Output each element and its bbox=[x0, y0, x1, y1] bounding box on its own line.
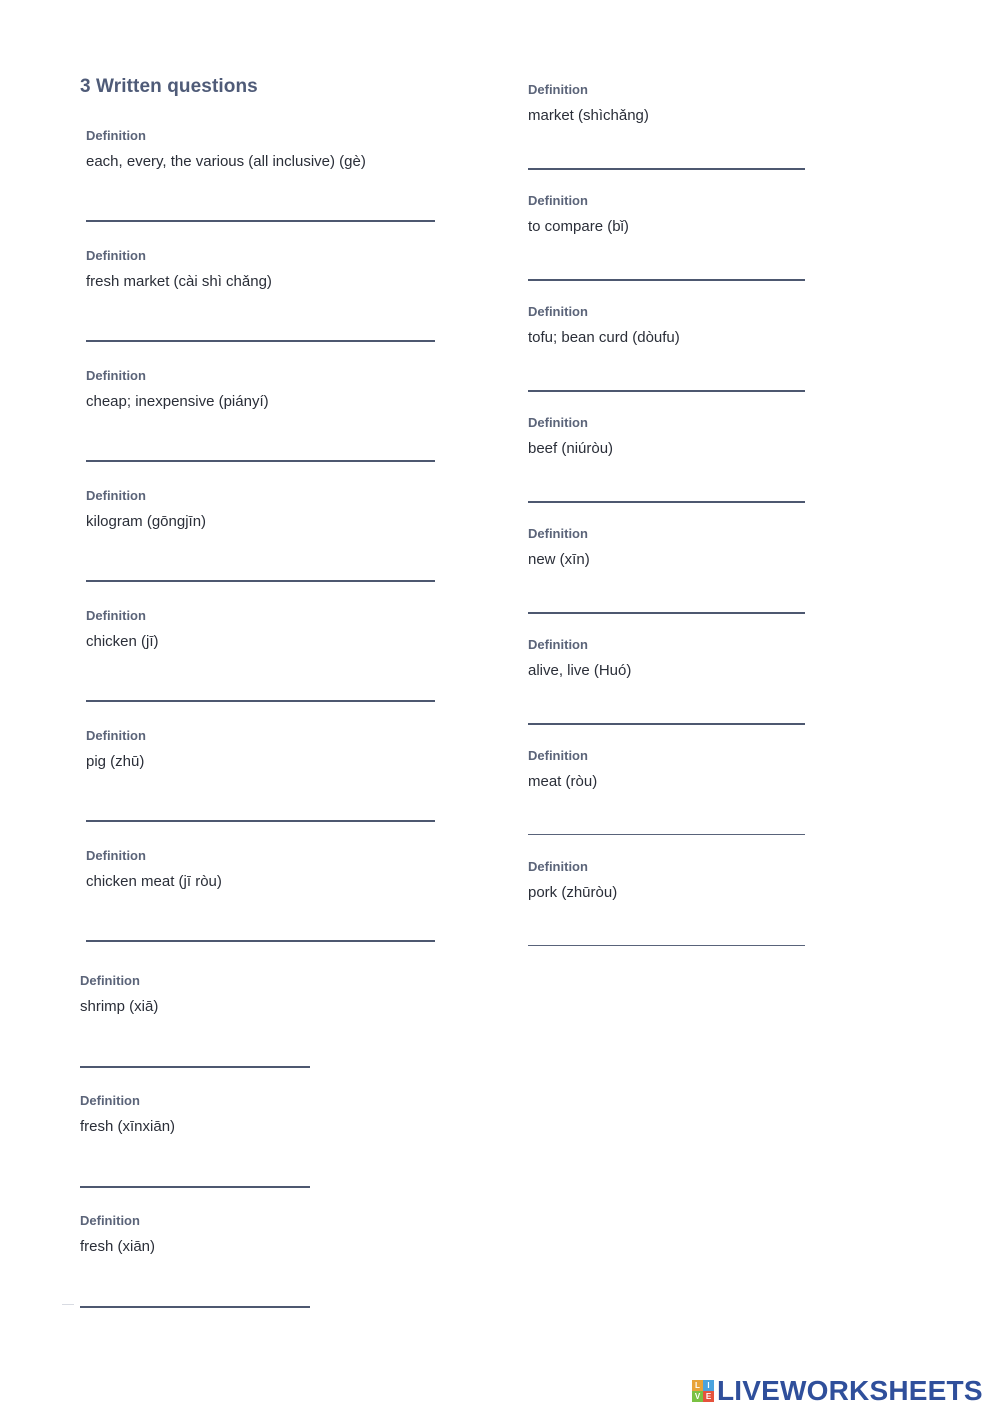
logo-icon-cell: E bbox=[703, 1391, 714, 1402]
definition-label: Definition bbox=[80, 1213, 140, 1228]
definition-label: Definition bbox=[528, 637, 588, 652]
question-item bbox=[528, 193, 629, 236]
answer-input[interactable] bbox=[86, 700, 435, 702]
definition-text: pork (zhūròu) bbox=[528, 884, 618, 901]
definition-label: Definition bbox=[86, 608, 146, 623]
question-item bbox=[80, 1093, 175, 1136]
logo-icon-cell: V bbox=[692, 1391, 703, 1402]
definition-text: chicken (jī) bbox=[86, 633, 159, 650]
logo-icon-cell: I bbox=[703, 1380, 714, 1391]
definition-text: fresh (xīnxiān) bbox=[80, 1118, 176, 1135]
liveworksheets-logo-icon bbox=[692, 1380, 714, 1402]
definition-text: to compare (bǐ) bbox=[528, 218, 629, 235]
definition-text: tofu; bean curd (dòufu) bbox=[528, 329, 680, 346]
definition-label: Definition bbox=[86, 368, 146, 383]
definition-text: shrimp (xiā) bbox=[80, 998, 159, 1015]
question-item bbox=[80, 973, 158, 1016]
question-item bbox=[86, 728, 146, 771]
answer-input[interactable] bbox=[528, 390, 805, 392]
answer-input[interactable] bbox=[528, 945, 805, 946]
answer-input[interactable] bbox=[528, 723, 805, 725]
answer-input[interactable] bbox=[528, 612, 805, 614]
question-item bbox=[86, 848, 222, 891]
definition-label: Definition bbox=[86, 848, 146, 863]
question-item bbox=[528, 526, 590, 569]
answer-input[interactable] bbox=[80, 1066, 310, 1068]
logo-icon-cell: L bbox=[692, 1380, 703, 1391]
answer-input[interactable] bbox=[86, 460, 435, 462]
answer-input[interactable] bbox=[528, 834, 805, 835]
definition-text: beef (niúròu) bbox=[528, 440, 614, 457]
question-item bbox=[528, 82, 649, 125]
answer-input[interactable] bbox=[86, 580, 435, 582]
definition-label: Definition bbox=[528, 859, 588, 874]
answer-input[interactable] bbox=[528, 279, 805, 281]
divider bbox=[62, 1304, 74, 1305]
definition-label: Definition bbox=[80, 1093, 140, 1108]
definition-text: market (shìchǎng) bbox=[528, 107, 649, 124]
definition-label: Definition bbox=[528, 193, 588, 208]
definition-text: pig (zhū) bbox=[86, 753, 145, 770]
definition-label: Definition bbox=[528, 82, 588, 97]
definition-text: chicken meat (jī ròu) bbox=[86, 873, 222, 890]
question-item bbox=[86, 488, 206, 531]
question-item bbox=[86, 368, 269, 411]
worksheet-heading: 3 Written questions bbox=[80, 76, 258, 97]
answer-input[interactable] bbox=[528, 501, 805, 503]
answer-input[interactable] bbox=[86, 220, 435, 222]
answer-input[interactable] bbox=[528, 168, 805, 170]
definition-text: new (xīn) bbox=[528, 551, 590, 568]
question-item bbox=[528, 637, 631, 680]
definition-text: fresh market (cài shì chǎng) bbox=[86, 273, 272, 290]
liveworksheets-logo bbox=[692, 1374, 983, 1408]
question-item bbox=[86, 608, 159, 651]
definition-label: Definition bbox=[528, 304, 588, 319]
definition-text: alive, live (Huó) bbox=[528, 662, 632, 679]
definition-text: meat (ròu) bbox=[528, 773, 598, 790]
answer-input[interactable] bbox=[80, 1306, 310, 1308]
definition-label: Definition bbox=[528, 415, 588, 430]
question-item bbox=[528, 748, 597, 791]
definition-label: Definition bbox=[86, 488, 146, 503]
question-item bbox=[86, 248, 272, 291]
definition-text: cheap; inexpensive (piányí) bbox=[86, 393, 269, 410]
answer-input[interactable] bbox=[86, 340, 435, 342]
answer-input[interactable] bbox=[80, 1186, 310, 1188]
definition-label: Definition bbox=[86, 128, 146, 143]
answer-input[interactable] bbox=[86, 940, 435, 942]
definition-label: Definition bbox=[528, 748, 588, 763]
definition-text: each, every, the various (all inclusive) (gè) bbox=[86, 153, 366, 170]
question-item bbox=[528, 304, 680, 347]
logo-text: LIVEWORKSHEETS bbox=[717, 1375, 983, 1406]
definition-label: Definition bbox=[86, 248, 146, 263]
question-item bbox=[528, 415, 613, 458]
definition-text: fresh (xiān) bbox=[80, 1238, 156, 1255]
definition-label: Definition bbox=[528, 526, 588, 541]
definition-label: Definition bbox=[80, 973, 140, 988]
answer-input[interactable] bbox=[86, 820, 435, 822]
definition-label: Definition bbox=[86, 728, 146, 743]
question-item bbox=[528, 859, 617, 902]
question-item bbox=[86, 128, 366, 171]
definition-text: kilogram (gōngjīn) bbox=[86, 513, 207, 530]
question-item bbox=[80, 1213, 155, 1256]
